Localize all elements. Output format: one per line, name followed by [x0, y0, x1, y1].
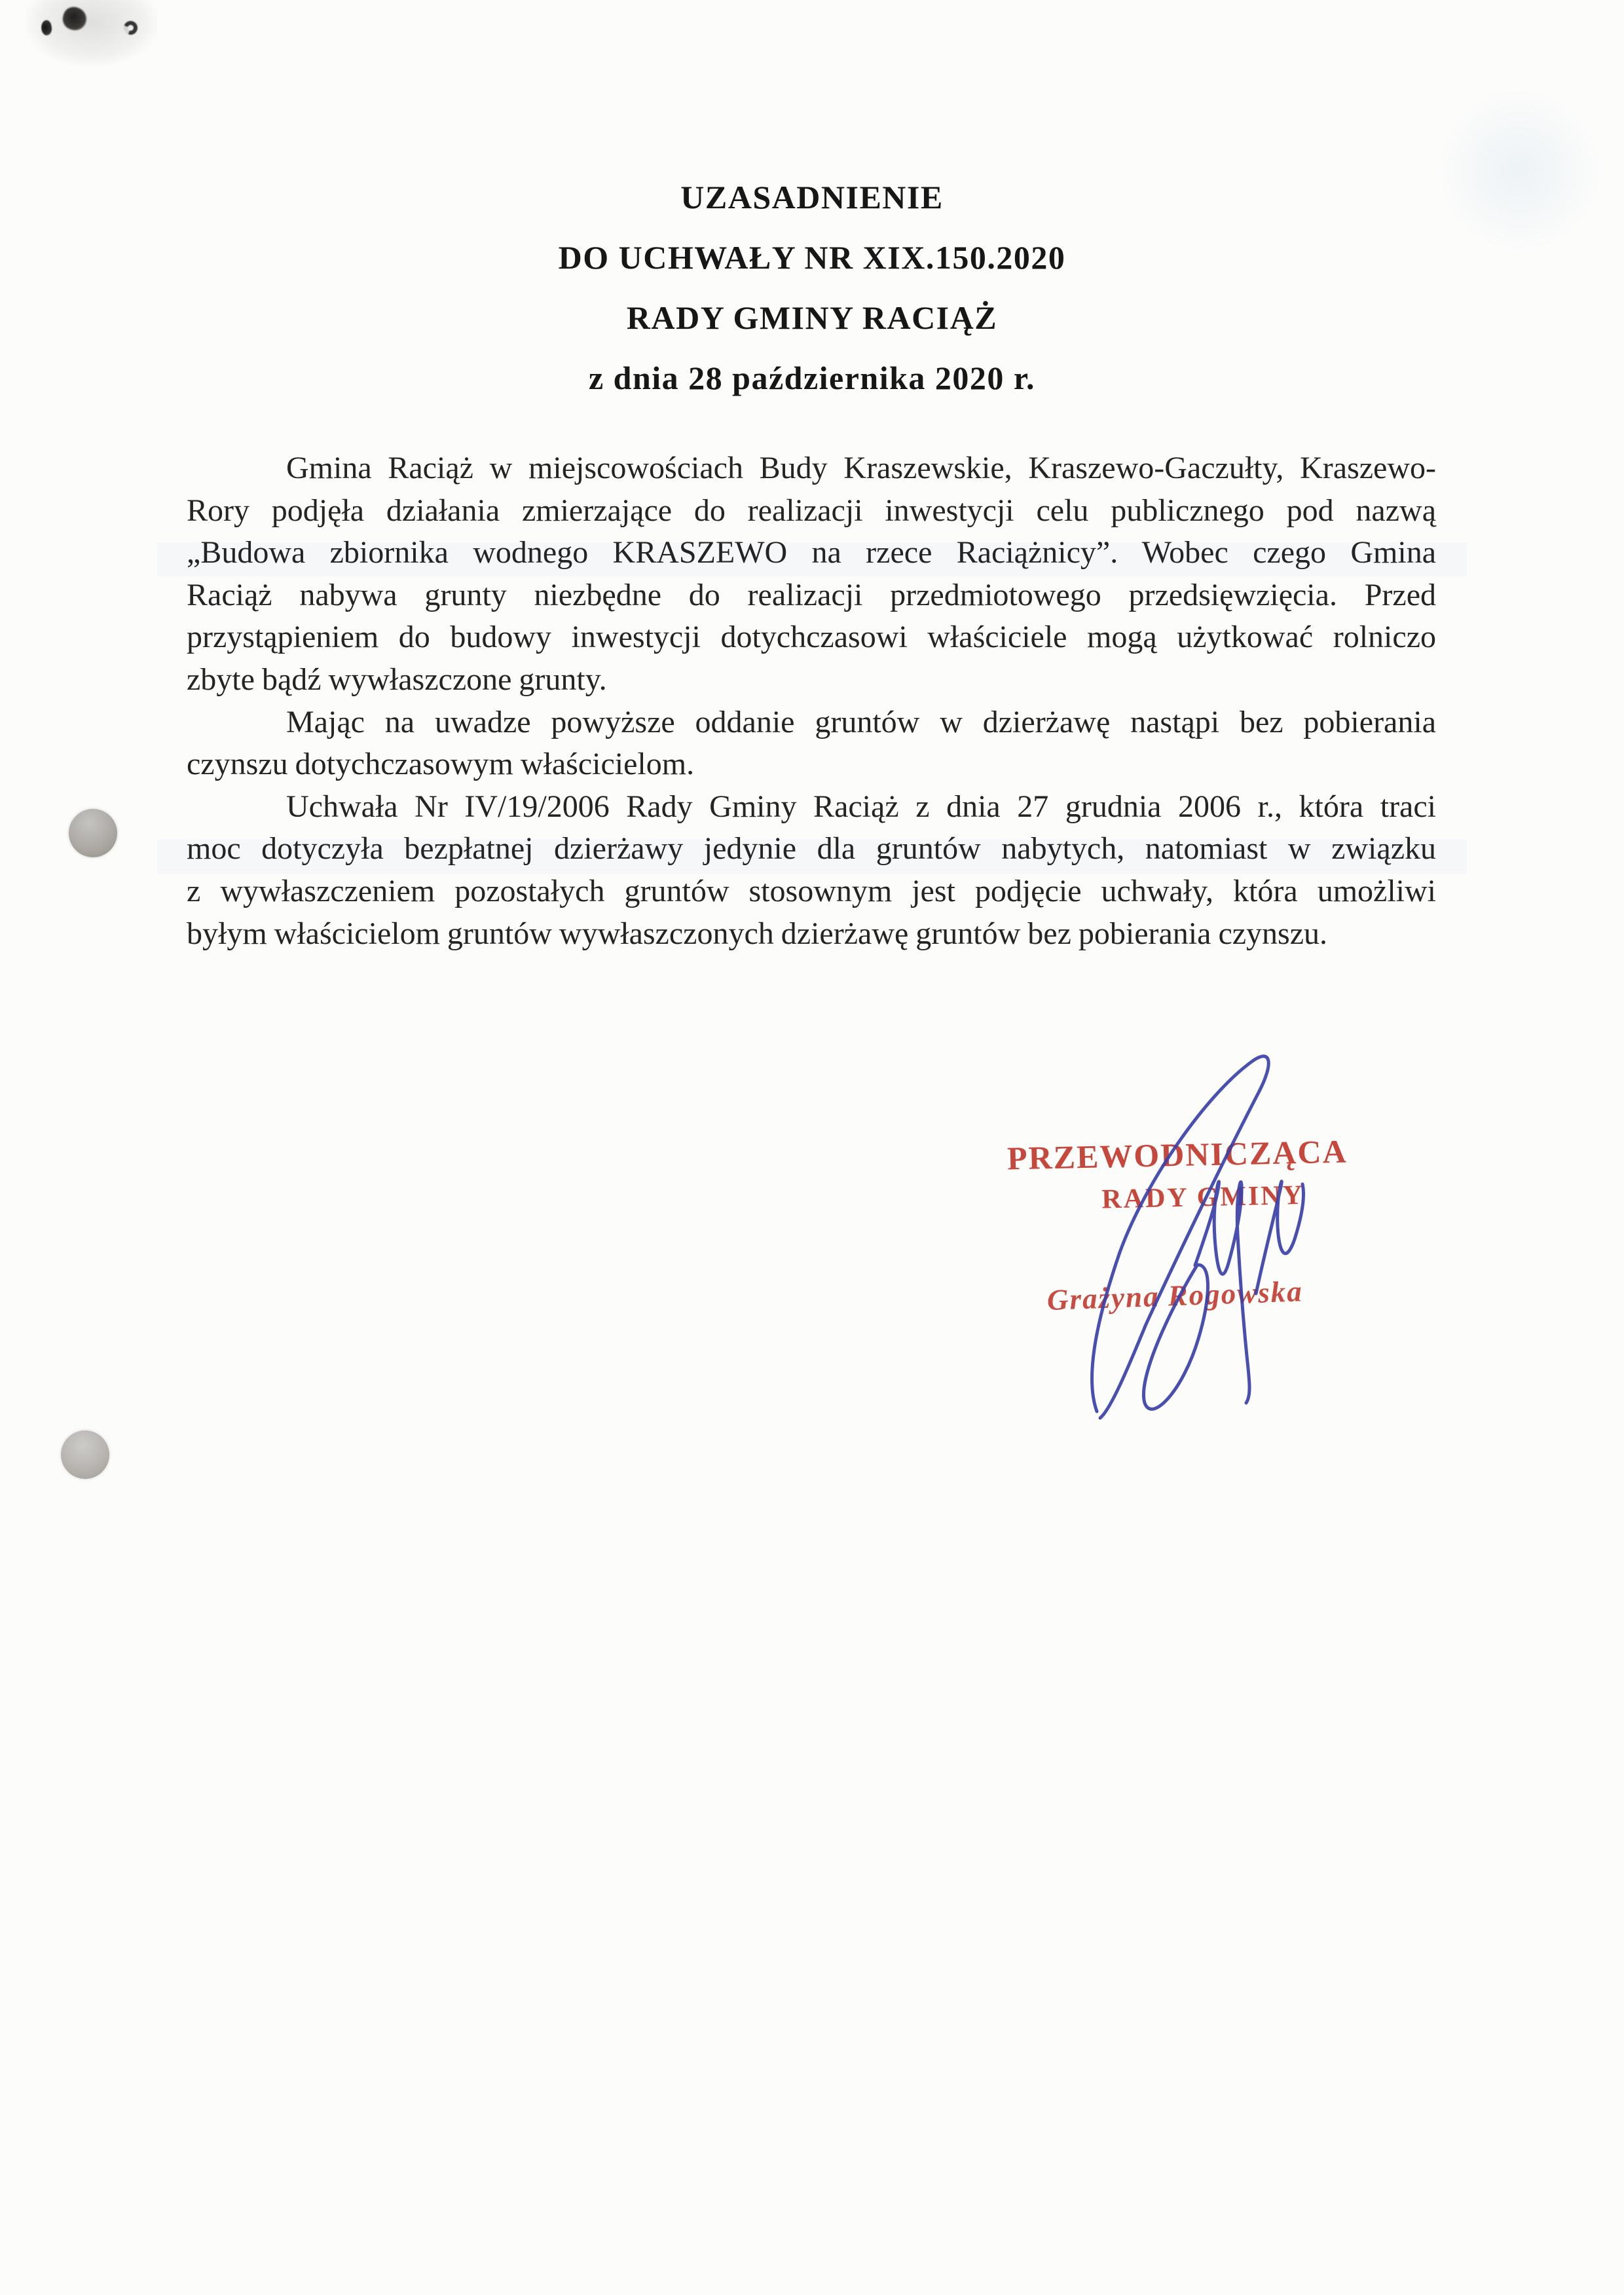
title-line-date: z dnia 28 października 2020 r. — [588, 360, 1036, 396]
title-line-council-name: RADY GMINY RACIĄŻ — [626, 299, 998, 336]
text-line: Raciąż nabywa grunty niezbędne do realizacji przedmiotowego przedsięwzięcia. Przed — [187, 577, 1436, 612]
text-line: zbyte bądź wywłaszczone grunty. — [187, 662, 607, 697]
paragraph-3 — [187, 786, 1436, 955]
stamp-role-line-2: RADY GMINY — [1101, 1180, 1305, 1215]
hole-punch-mark-top — [69, 809, 117, 857]
text-line: przystąpieniem do budowy inwestycji dotychczasowi właściciele mogą użytkować rolniczo — [187, 620, 1436, 655]
text-line: byłym właścicielom gruntów wywłaszczonych dzierżawę gruntów bez pobierania czynszu. — [187, 916, 1328, 951]
paragraph-1 — [187, 447, 1436, 701]
text-line: Rory podjęła działania zmierzające do realizacji inwestycji celu publicznego pod nazwą — [187, 493, 1436, 528]
stamp-role-line-1: PRZEWODNICZĄCA — [1006, 1132, 1348, 1177]
title-line-resolution-number: DO UCHWAŁY NR XIX.150.2020 — [558, 239, 1066, 276]
paragraph-2 — [187, 701, 1436, 786]
text-line: Mając na uwadze powyższe oddanie gruntów w dzierżawę nastąpi bez pobierania — [286, 704, 1436, 739]
text-line: czynszu dotychczasowym właścicielom. — [187, 747, 695, 782]
signature-ink — [1048, 1035, 1323, 1441]
document-body — [187, 447, 1436, 955]
document-title-block — [0, 167, 1624, 408]
title-line-uzasadnienie: UZASADNIENIE — [680, 179, 944, 215]
text-line: z wywłaszczeniem pozostałych gruntów stosownym jest podjęcie uchwały, która umożliwi — [187, 873, 1436, 908]
text-line: Uchwała Nr IV/19/2006 Rady Gminy Raciąż z dnia 27 grudnia 2006 r., która traci — [286, 789, 1436, 824]
text-line: Gmina Raciąż w miejscowościach Budy Kraszewskie, Kraszewo-Gaczułty, Kraszewo- — [286, 451, 1436, 485]
hole-punch-mark-bottom — [61, 1430, 109, 1479]
text-line: „Budowa zbiornika wodnego KRASZEWO na rzece Raciążnicy”. Wobec czego Gmina — [187, 535, 1436, 570]
stamp-signer-name: Grażyna Rogowska — [1046, 1275, 1304, 1316]
text-line: moc dotyczyła bezpłatnej dzierżawy jedynie dla gruntów nabytych, natomiast w związku — [187, 831, 1436, 867]
